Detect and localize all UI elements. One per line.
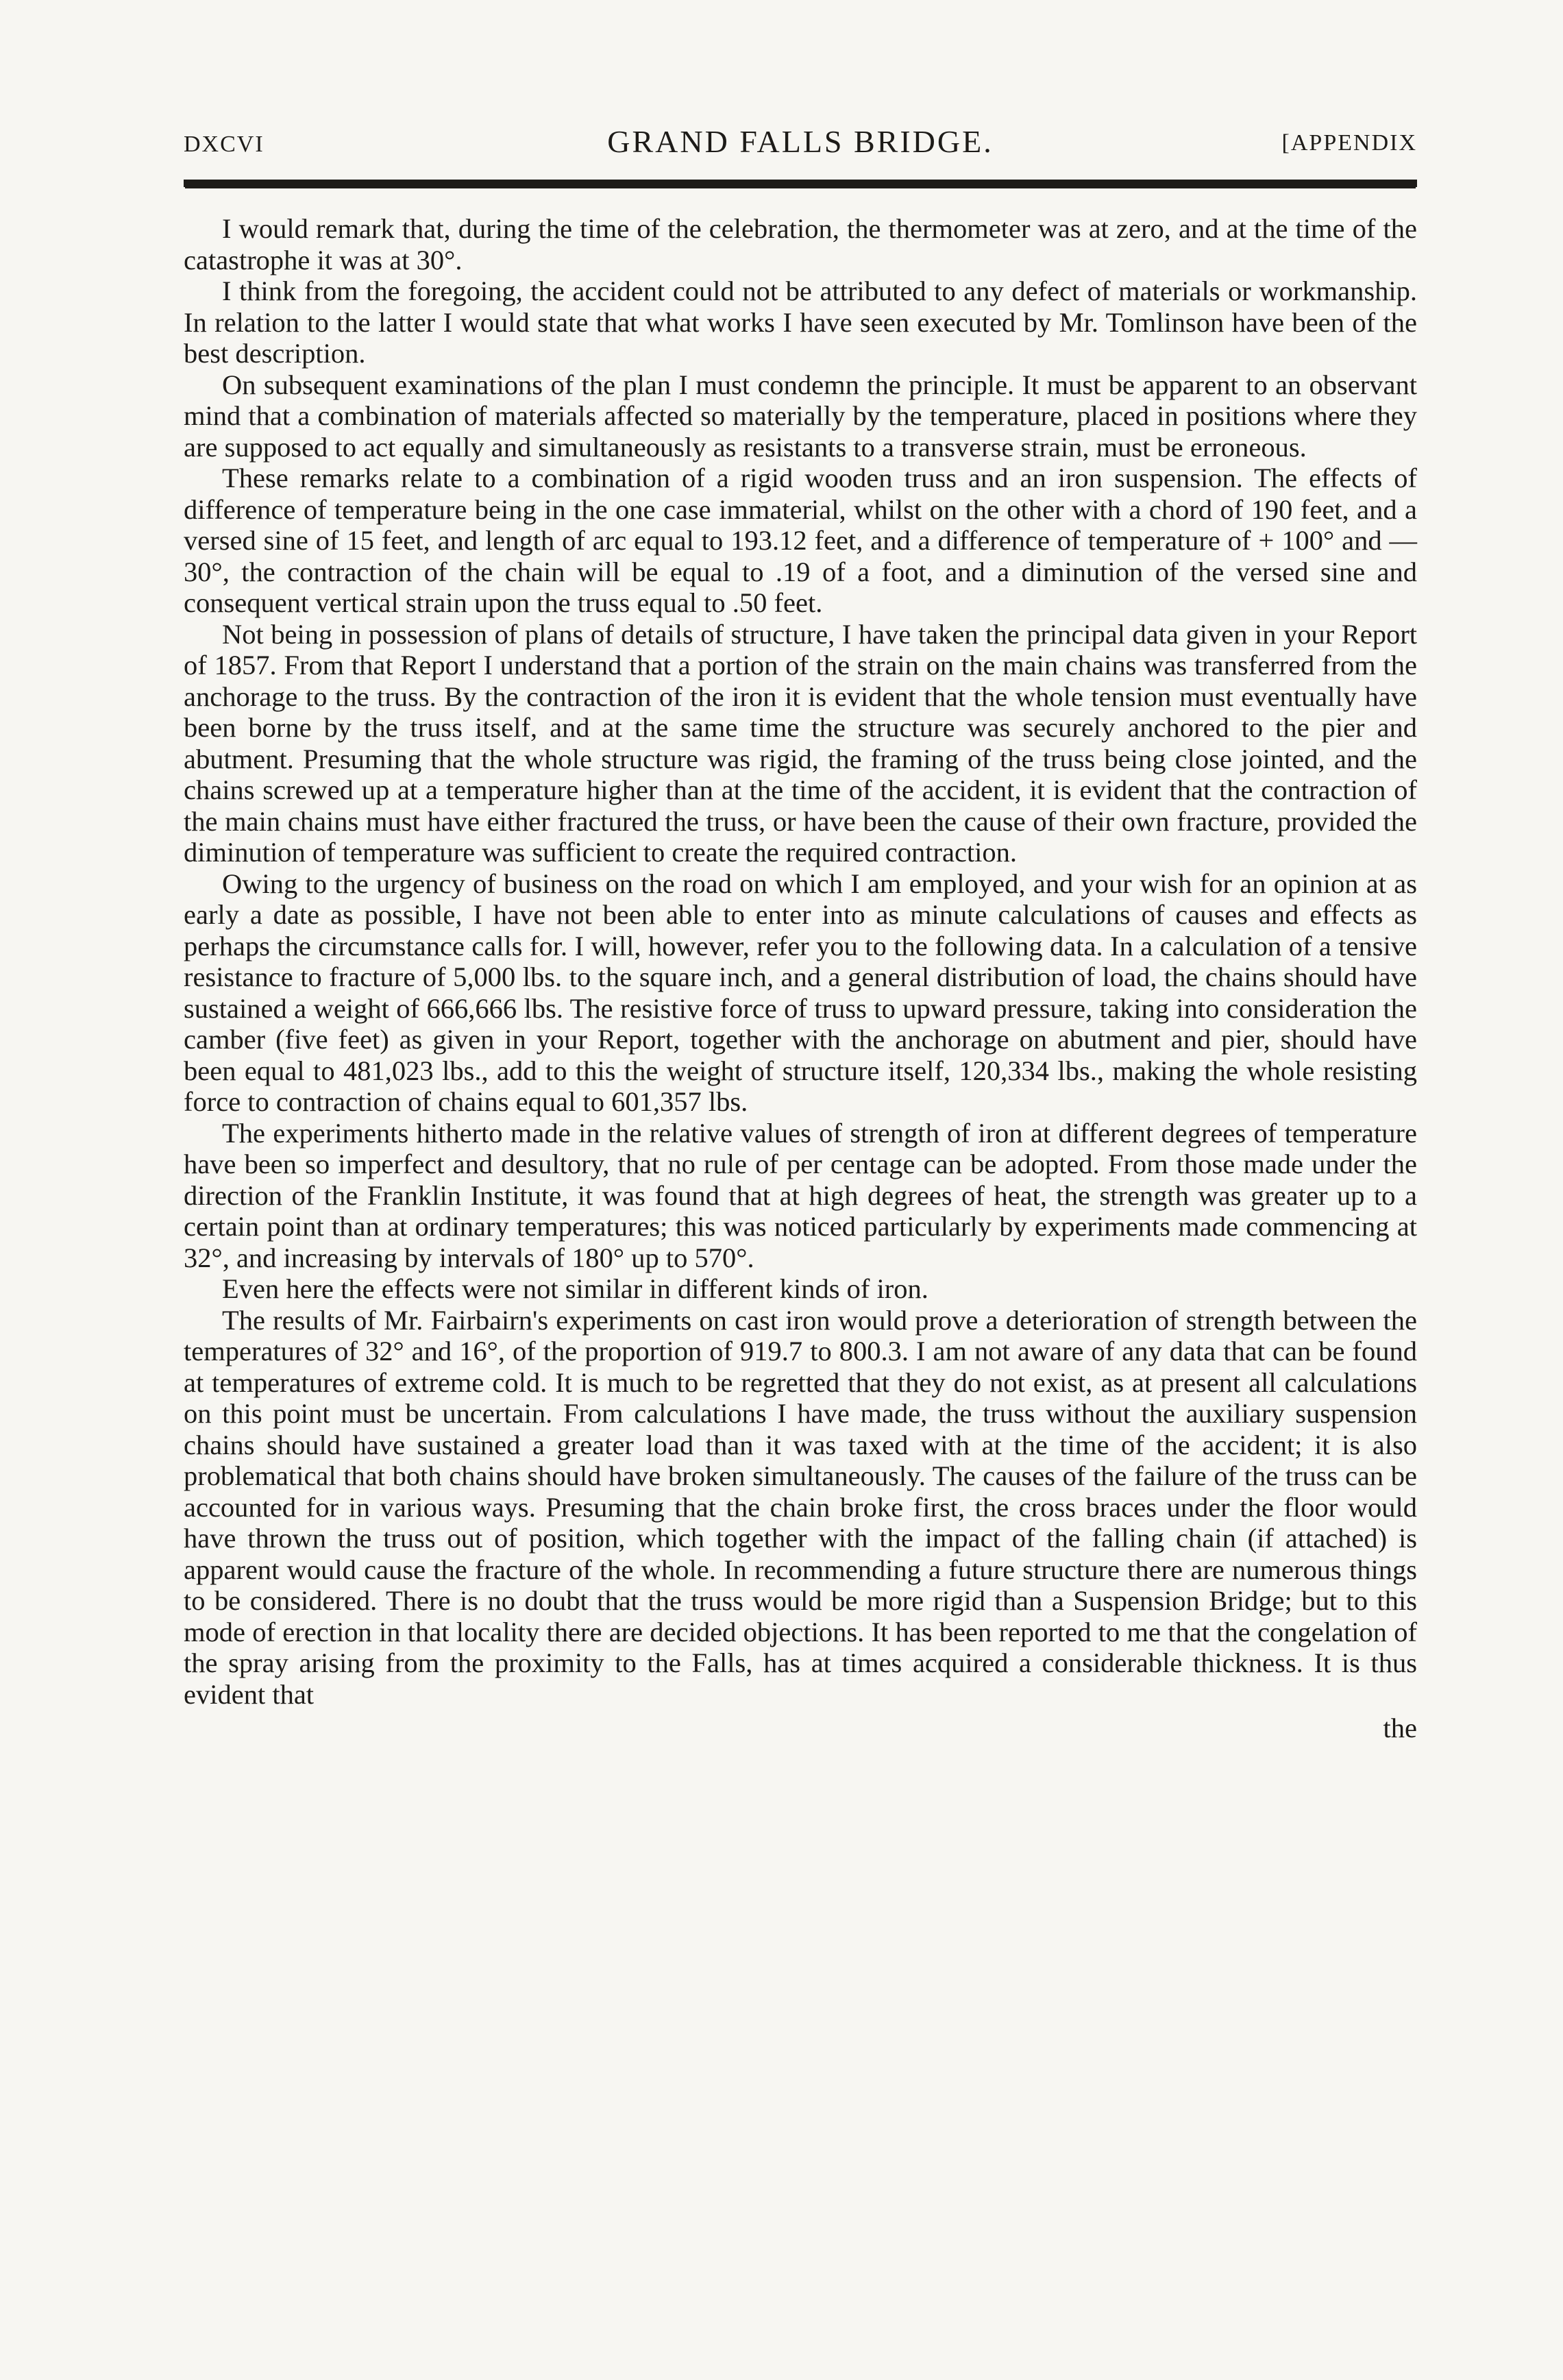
header-rule <box>184 180 1417 187</box>
paragraph: I think from the foregoing, the accident could not be attributed to any defect of materials or workmanship. In relation to the latter I would state that what works I have seen executed by Mr. Tomlinson have been of the best description. <box>184 275 1417 369</box>
paragraph: Not being in possession of plans of details of structure, I have taken the principal data given in your Report of 1857. From that Report I understand that a portion of the strain on the main chains was transferred from the anchorage to the truss. By the contraction of the iron it is evident that the whole tension must eventually have been borne by the truss itself, and at the same time the structure was securely anchored to the pier and abutment. Presuming that the whole structure was rigid, the framing of the truss being close jointed, and the chains screwed up at a temperature higher than at the time of the accident, it is evident that the contraction of the main chains must have either fractured the truss, or have been the cause of their own fracture, provided the diminution of temperature was sufficient to create the required contraction. <box>184 618 1417 868</box>
paragraph: I would remark that, during the time of the celebration, the thermometer was at zero, and at the time of the catastrophe it was at 30°. <box>184 213 1417 275</box>
section-label: [APPENDIX <box>1281 130 1417 156</box>
page-folio: DXCVI <box>184 132 264 157</box>
running-head <box>184 123 1417 167</box>
paragraph: The results of Mr. Fairbairn's experiments on cast iron would prove a deterioration of strength between the temperatures of 32° and 16°, of the proportion of 919.7 to 800.3. I am not aware of any data that can be found at temperatures of extreme cold. It is much to be regretted that they do not exist, as at present all calculations on this point must be uncertain. From calculations I have made, the truss without the auxiliary suspension chains should have sustained a greater load than it was taxed with at the time of the accident; it is also problematical that both chains should have broken simultaneously. The causes of the failure of the truss can be accounted for in various ways. Presuming that the chain broke first, the cross braces under the floor would have thrown the truss out of position, which together with the impact of the falling chain (if attached) is apparent would cause the fracture of the whole. In recommending a future structure there are numerous things to be considered. There is no doubt that the truss would be more rigid than a Suspension Bridge; but to this mode of erection in that locality there are decided objections. It has been reported to me that the congelation of the spray arising from the proximity to the Falls, has at times acquired a considerable thickness. It is thus evident that <box>184 1304 1417 1710</box>
catchword: the <box>1383 1713 1417 1743</box>
book-page <box>184 123 1417 1744</box>
paragraph: Owing to the urgency of business on the road on which I am employed, and your wish for an opinion at as early a date as possible, I have not been able to enter into as minute calculations of causes and effects as perhaps the circumstance calls for. I will, however, refer you to the following data. In a calculation of a tensive resistance to fracture of 5,000 lbs. to the square inch, and a general distribution of load, the chains should have sustained a weight of 666,666 lbs. The resistive force of truss to upward pressure, taking into consideration the camber (five feet) as given in your Report, together with the anchorage on abutment and pier, should have been equal to 481,023 lbs., add to this the weight of structure itself, 120,334 lbs., making the whole resisting force to contraction of chains equal to 601,357 lbs. <box>184 868 1417 1117</box>
page-title: GRAND FALLS BRIDGE. <box>607 124 994 159</box>
paragraph: Even here the effects were not similar in different kinds of iron. <box>222 1273 928 1304</box>
paragraph: On subsequent examinations of the plan I must condemn the principle. It must be apparent to an observant mind that a combination of materials affected so materially by the temperature, placed in positions where they are supposed to act equally and simultaneously as resistants to a transverse strain, must be erroneous. <box>184 369 1417 463</box>
body-text <box>184 213 1417 1710</box>
paragraph: The experiments hitherto made in the relative values of strength of iron at different degrees of temperature have been so imperfect and desultory, that no rule of per centage can be adopted. From those made under the direction of the Franklin Institute, it was found that at high degrees of heat, the strength was greater up to a certain point than at ordinary temperatures; this was noticed particularly by experiments made commencing at 32°, and increasing by intervals of 180° up to 570°. <box>184 1117 1417 1273</box>
paragraph: These remarks relate to a combination of a rigid wooden truss and an iron suspension. The effects of difference of temperature being in the one case immaterial, whilst on the other with a chord of 190 feet, and a versed sine of 15 feet, and length of arc equal to 193.12 feet, and a difference of temperature of + 100° and — 30°, the contraction of the chain will be equal to .19 of a foot, and a diminution of the versed sine and consequent vertical strain upon the truss equal to .50 feet. <box>184 463 1417 618</box>
